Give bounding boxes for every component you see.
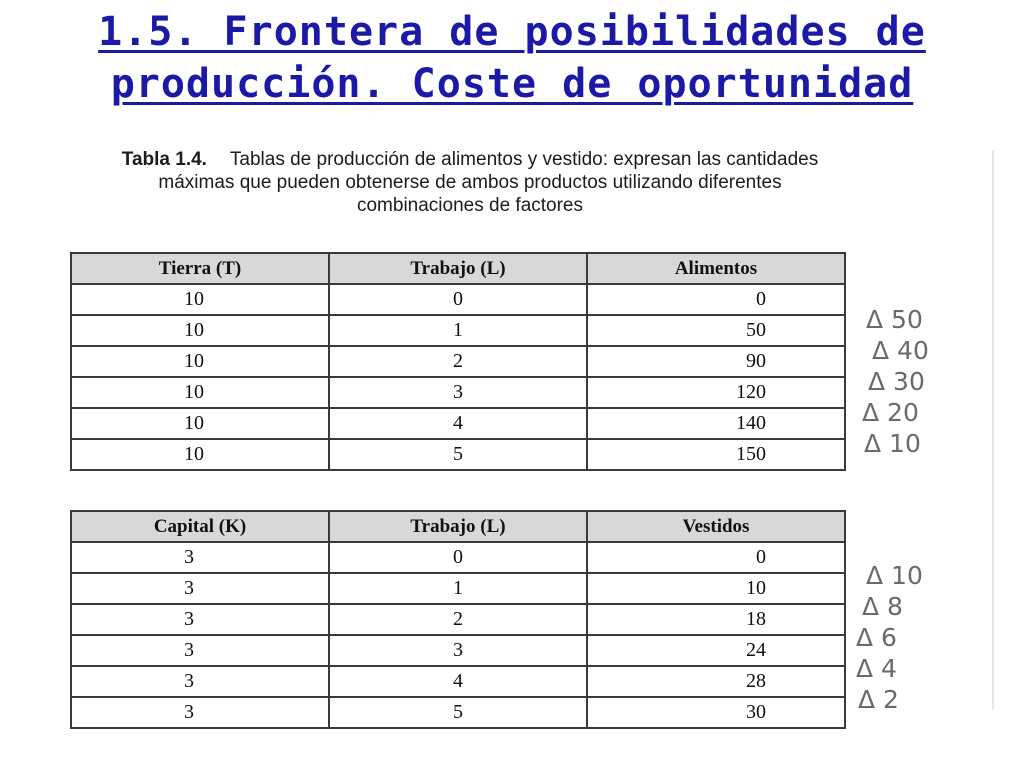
cell-capital: 3 xyxy=(71,573,329,604)
cell-vestidos: 18 xyxy=(587,604,845,635)
cell-tierra: 10 xyxy=(71,439,329,470)
table-row xyxy=(71,439,845,470)
table-row xyxy=(71,408,845,439)
title-line-2: producción. Coste de oportunidad xyxy=(110,61,914,107)
cell-vestidos: 10 xyxy=(587,573,845,604)
cell-trabajo: 5 xyxy=(329,697,587,728)
cell-capital: 3 xyxy=(71,542,329,573)
cell-vestidos: 0 xyxy=(587,542,845,573)
delta-note: Δ 20 xyxy=(862,398,919,427)
cell-trabajo: 0 xyxy=(329,284,587,315)
cell-capital: 3 xyxy=(71,604,329,635)
cell-trabajo: 2 xyxy=(329,346,587,377)
cell-alimentos: 50 xyxy=(587,315,845,346)
cell-trabajo: 3 xyxy=(329,377,587,408)
table-header-row xyxy=(71,253,845,284)
table-header-row xyxy=(71,511,845,542)
table-row xyxy=(71,346,845,377)
cell-vestidos: 28 xyxy=(587,666,845,697)
table-row xyxy=(71,573,845,604)
header-alimentos: Alimentos xyxy=(587,253,845,284)
cell-tierra: 10 xyxy=(71,284,329,315)
table-alimentos xyxy=(70,252,846,471)
delta-note: Δ 30 xyxy=(868,367,925,396)
cell-capital: 3 xyxy=(71,666,329,697)
cell-trabajo: 1 xyxy=(329,315,587,346)
table-row xyxy=(71,604,845,635)
table-row xyxy=(71,284,845,315)
delta-note: Δ 8 xyxy=(862,592,903,621)
cell-vestidos: 24 xyxy=(587,635,845,666)
table-caption xyxy=(100,148,840,217)
table-row xyxy=(71,666,845,697)
header-capital: Capital (K) xyxy=(71,511,329,542)
cell-trabajo: 4 xyxy=(329,408,587,439)
table-vestidos xyxy=(70,510,846,729)
slide-title xyxy=(0,6,1024,110)
cell-trabajo: 3 xyxy=(329,635,587,666)
header-trabajo: Trabajo (L) xyxy=(329,253,587,284)
table-row xyxy=(71,697,845,728)
table-row xyxy=(71,542,845,573)
cell-alimentos: 140 xyxy=(587,408,845,439)
cell-alimentos: 150 xyxy=(587,439,845,470)
handwritten-notes-vestidos xyxy=(856,560,923,715)
delta-note: Δ 10 xyxy=(864,429,921,458)
caption-text: Tablas de producción de alimentos y vestido: expresan las cantidades máximas que pueden obtenerse de ambos productos utilizando diferentes combinaciones de factores xyxy=(158,149,819,216)
delta-note: Δ 2 xyxy=(858,685,899,714)
cell-capital: 3 xyxy=(71,635,329,666)
header-trabajo: Trabajo (L) xyxy=(329,511,587,542)
cell-tierra: 10 xyxy=(71,315,329,346)
cell-alimentos: 90 xyxy=(587,346,845,377)
delta-note: Δ 6 xyxy=(856,623,897,652)
cell-trabajo: 2 xyxy=(329,604,587,635)
cell-tierra: 10 xyxy=(71,346,329,377)
cell-trabajo: 1 xyxy=(329,573,587,604)
header-tierra: Tierra (T) xyxy=(71,253,329,284)
cell-tierra: 10 xyxy=(71,377,329,408)
delta-note: Δ 40 xyxy=(872,336,929,365)
cell-trabajo: 5 xyxy=(329,439,587,470)
delta-note: Δ 10 xyxy=(866,561,923,590)
scan-edge-line xyxy=(992,150,994,710)
cell-capital: 3 xyxy=(71,697,329,728)
handwritten-notes-alimentos xyxy=(862,304,929,459)
header-vestidos: Vestidos xyxy=(587,511,845,542)
table-row xyxy=(71,377,845,408)
title-line-1: 1.5. Frontera de posibilidades de xyxy=(98,9,926,55)
table-row xyxy=(71,315,845,346)
cell-alimentos: 0 xyxy=(587,284,845,315)
delta-note: Δ 50 xyxy=(866,305,923,334)
delta-note: Δ 4 xyxy=(856,654,897,683)
table-row xyxy=(71,635,845,666)
cell-alimentos: 120 xyxy=(587,377,845,408)
cell-trabajo: 4 xyxy=(329,666,587,697)
cell-tierra: 10 xyxy=(71,408,329,439)
cell-trabajo: 0 xyxy=(329,542,587,573)
caption-label: Tabla 1.4. xyxy=(121,149,207,170)
cell-vestidos: 30 xyxy=(587,697,845,728)
